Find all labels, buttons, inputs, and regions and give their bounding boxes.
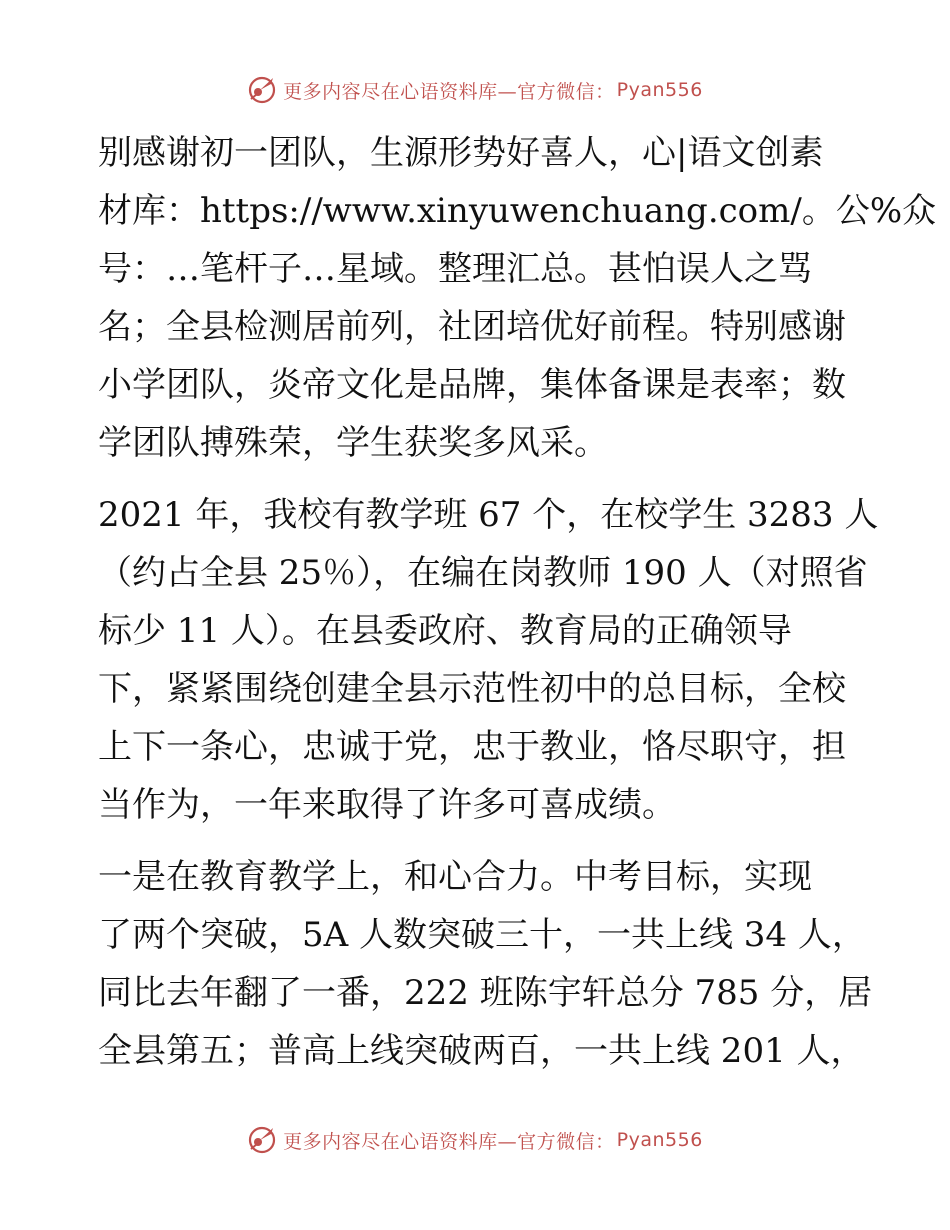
footer-banner-text: 更多内容尽在心语资料库—官方微信：	[283, 1130, 615, 1153]
paragraph-2	[98, 486, 879, 834]
text-line: （约占全县 25％），在编在岗教师 190 人（对照省	[98, 553, 868, 593]
header-wechat-id: Pyan556	[616, 79, 703, 101]
paragraph-3	[98, 848, 873, 1080]
text-line: 一是在教育教学上，和心合力。中考目标，实现	[98, 857, 812, 897]
document-body	[98, 124, 937, 1080]
text-line: 上下一条心，忠诚于党，忠于教业，恪尽职守，担	[98, 727, 846, 767]
text-line: 名；全县检测居前列，社团培优好前程。特别感谢	[98, 307, 846, 347]
text-line: 全县第五；普高上线突破两百，一共上线 201 人，	[98, 1031, 865, 1071]
header-banner	[0, 70, 950, 110]
text-line: 小学团队，炎帝文化是品牌，集体备课是表率；数	[98, 365, 846, 405]
text-line: 当作为，一年来取得了许多可喜成绩。	[98, 785, 676, 825]
text-line: 标少 11 人）。在县委政府、教育局的正确领导	[98, 611, 792, 651]
quill-logo-icon	[247, 75, 277, 105]
text-line: 号：…笔杆子…星域。整理汇总。甚怕误人之骂	[98, 249, 812, 289]
footer-banner	[0, 1120, 950, 1160]
paragraph-1	[98, 124, 937, 472]
text-line: 了两个突破，5A 人数突破三十，一共上线 34 人，	[98, 915, 866, 955]
text-line: 2021 年，我校有教学班 67 个，在校学生 3283 人	[98, 495, 879, 535]
text-line: 学团队搏殊荣，学生获奖多风采。	[98, 423, 608, 463]
text-line: 同比去年翻了一番，222 班陈宇轩总分 785 分，居	[98, 973, 873, 1013]
header-banner-text: 更多内容尽在心语资料库—官方微信：	[283, 80, 615, 103]
quill-logo-icon	[247, 1125, 277, 1155]
text-line: 别感谢初一团队，生源形势好喜人，心|语文创素	[98, 133, 824, 173]
text-line: 材库：https://www.xinyuwenchuang.com/。公%众	[98, 191, 937, 231]
text-line: 下，紧紧围绕创建全县示范性初中的总目标，全校	[98, 669, 846, 709]
footer-wechat-id: Pyan556	[616, 1129, 703, 1151]
